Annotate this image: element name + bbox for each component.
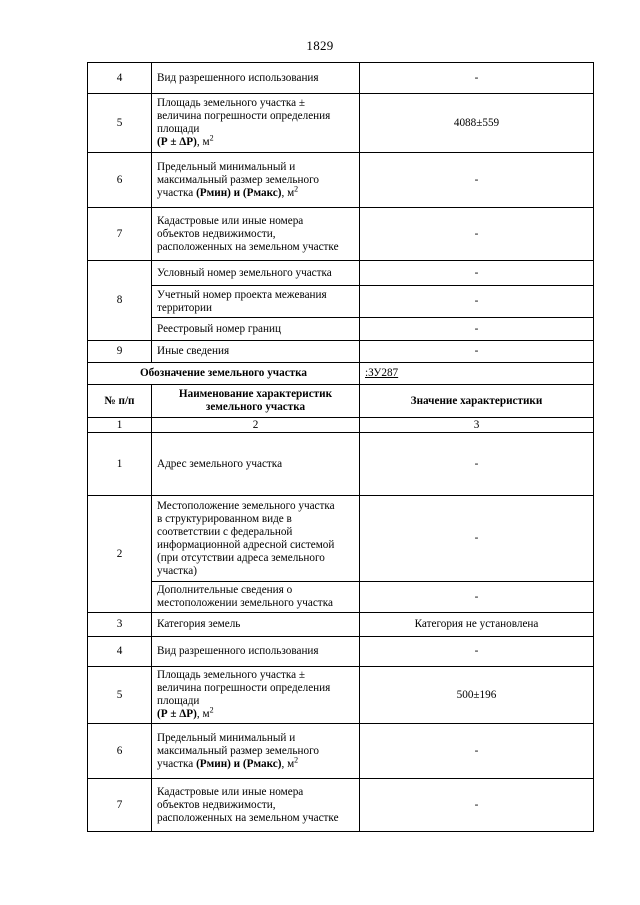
row-number: 2: [88, 496, 152, 613]
table-row: [88, 63, 594, 94]
characteristic-value: -: [360, 637, 594, 667]
row-number: 5: [88, 94, 152, 153]
table-row: [88, 94, 594, 153]
characteristic-value: -: [360, 341, 594, 363]
column-index: 2: [152, 418, 360, 433]
row-number: 4: [88, 63, 152, 94]
characteristic-name: Площадь земельного участка ± величина погрешности определения площади (Р ± ΔР), $м^2$: [152, 667, 360, 724]
column-index: 1: [88, 418, 152, 433]
characteristic-name: Предельный минимальный и максимальный размер земельного участка (Рмин) и (Рмакс), $м^2$: [152, 153, 360, 208]
table-row: [88, 286, 594, 318]
characteristic-value: -: [360, 208, 594, 261]
characteristic-name: Учетный номер проекта межевания территории: [152, 286, 360, 318]
characteristic-name: Предельный минимальный и максимальный размер земельного участка (Рмин) и (Рмакс), $м^2$: [152, 724, 360, 779]
area-formula: (Р ± ΔР): [157, 136, 197, 148]
table-row: [88, 637, 594, 667]
row-number: 8: [88, 261, 152, 341]
column-header-number: № п/п: [88, 385, 152, 418]
characteristic-name: Местоположение земельного участка в структурированном виде в соответствии с федеральной информационной адресной системой (при отсутствии адреса земельного участка): [152, 496, 360, 582]
table-row: [88, 582, 594, 613]
column-header-value: Значение характеристики: [360, 385, 594, 418]
characteristic-name: Дополнительные сведения о местоположении земельного участка: [152, 582, 360, 613]
characteristic-value: 4088±559: [360, 94, 594, 153]
table-row: [88, 433, 594, 496]
table-row: [88, 496, 594, 582]
table-row: [88, 261, 594, 286]
row-number: 4: [88, 637, 152, 667]
characteristic-value: -: [360, 318, 594, 341]
table-row: [88, 779, 594, 832]
characteristic-value: -: [360, 153, 594, 208]
characteristic-name: Условный номер земельного участка: [152, 261, 360, 286]
designation-label: Обозначение земельного участка: [88, 363, 360, 385]
table-row: [88, 724, 594, 779]
row-number: 7: [88, 208, 152, 261]
land-plot-table: [87, 62, 594, 832]
characteristic-value: Категория не установлена: [360, 613, 594, 637]
characteristic-name: Категория земель: [152, 613, 360, 637]
table-row: [88, 613, 594, 637]
table-header-row: [88, 385, 594, 418]
row-number: 3: [88, 613, 152, 637]
characteristic-name: Площадь земельного участка ± величина погрешности определения площади (Р ± ΔР), $м^2$: [152, 94, 360, 153]
characteristic-value: -: [360, 779, 594, 832]
characteristic-name: Вид разрешенного использования: [152, 63, 360, 94]
characteristic-name: Кадастровые или иные номера объектов недвижимости, расположенных на земельном участке: [152, 779, 360, 832]
characteristic-value: -: [360, 433, 594, 496]
characteristic-name: Вид разрешенного использования: [152, 637, 360, 667]
characteristic-value: -: [360, 724, 594, 779]
characteristic-value: -: [360, 582, 594, 613]
characteristic-name: Кадастровые или иные номера объектов недвижимости, расположенных на земельном участке: [152, 208, 360, 261]
characteristic-name: Реестровый номер границ: [152, 318, 360, 341]
characteristic-value: -: [360, 261, 594, 286]
characteristic-value: -: [360, 286, 594, 318]
characteristic-value: 500±196: [360, 667, 594, 724]
row-number: 7: [88, 779, 152, 832]
page-number: 1829: [306, 38, 334, 53]
row-number: 1: [88, 433, 152, 496]
characteristic-name: Иные сведения: [152, 341, 360, 363]
table-row: [88, 318, 594, 341]
characteristic-name: Адрес земельного участка: [152, 433, 360, 496]
designation-value: :ЗУ287: [360, 363, 594, 385]
row-number: 6: [88, 724, 152, 779]
area-formula: (Р ± ΔР): [157, 708, 197, 720]
table-row: [88, 341, 594, 363]
designation-row: [88, 363, 594, 385]
column-index: 3: [360, 418, 594, 433]
row-number: 9: [88, 341, 152, 363]
column-index-row: [88, 418, 594, 433]
table-row: [88, 208, 594, 261]
table-row: [88, 667, 594, 724]
column-header-name: Наименование характеристик земельного участка: [152, 385, 360, 418]
row-number: 6: [88, 153, 152, 208]
row-number: 5: [88, 667, 152, 724]
table-row: [88, 153, 594, 208]
characteristic-value: -: [360, 63, 594, 94]
characteristic-value: -: [360, 496, 594, 582]
